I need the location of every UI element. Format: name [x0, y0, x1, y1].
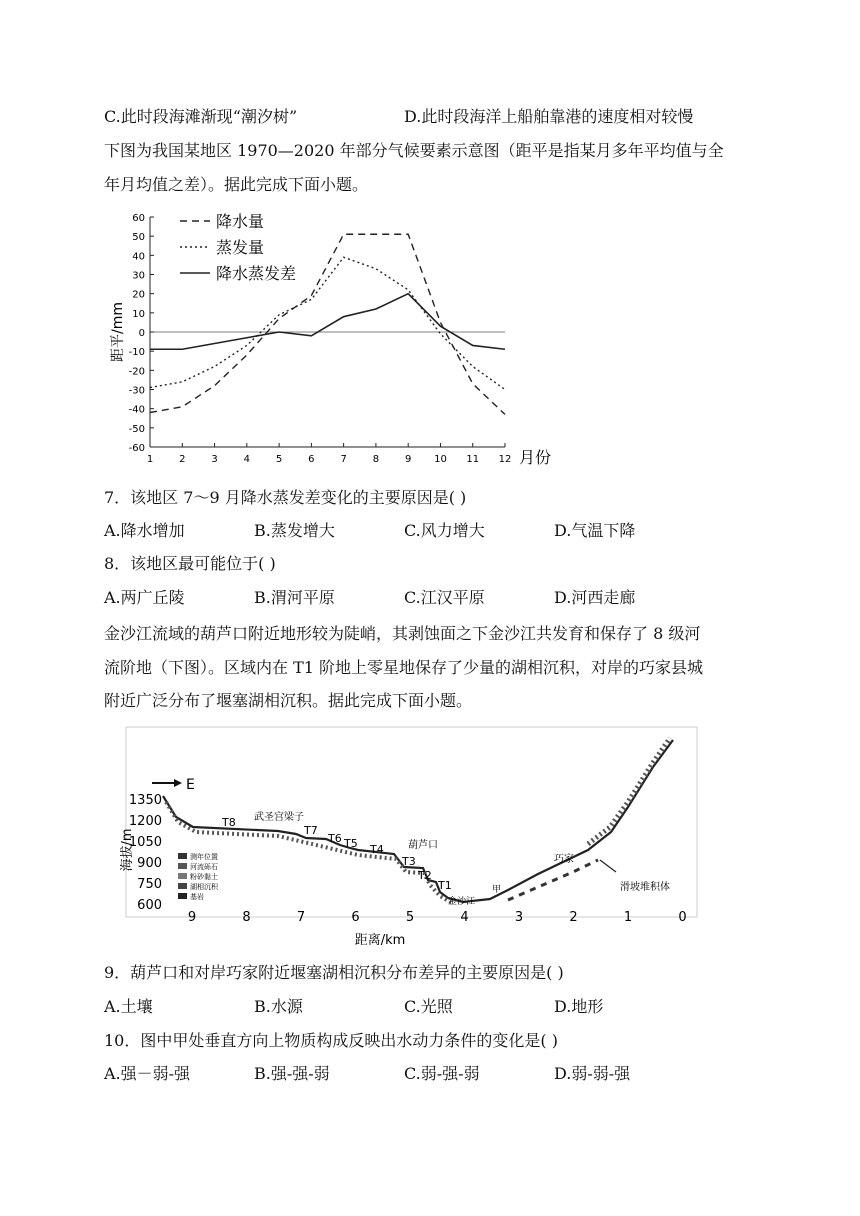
- profile-x-tick-label: 7: [296, 910, 306, 925]
- terrace-t3: T3: [402, 855, 416, 868]
- legend-label-3: 降水蒸发差: [216, 264, 297, 283]
- x-tick-label: 9: [404, 454, 412, 465]
- y-tick-label: 40: [132, 251, 145, 263]
- place-wushenggong: 武圣宫梁子: [254, 812, 304, 823]
- q10-option-c: C.弱-强-弱: [404, 1064, 480, 1083]
- q9-option-c: C.光照: [404, 997, 453, 1016]
- q7-option-c: C.风力增大: [404, 521, 485, 540]
- y-axis-label: 距平/mm: [110, 302, 126, 362]
- profile-x-tick-label: 0: [678, 910, 687, 925]
- x-tick-label: 8: [372, 454, 380, 465]
- q8-option-d: D.河西走廊: [554, 588, 636, 607]
- legend-silt: 粉砂黏土: [190, 873, 218, 881]
- intro2-line2: 流阶地（下图）。区域内在 T1 阶地上零星地保存了少量的湖相沉积，对岸的巧家县城: [104, 658, 704, 677]
- profile-ylabel: 海拔/m: [120, 828, 135, 872]
- terrace-t2: T2: [418, 869, 432, 882]
- q9-option-a: A.土壤: [104, 997, 153, 1016]
- legend-label-1: 降水量: [216, 212, 265, 231]
- terrace-t1: T1: [438, 879, 452, 892]
- x-tick-label: 6: [308, 454, 315, 465]
- legend-dating: 测年位置: [190, 853, 218, 861]
- q7-option-a: A.降水增加: [104, 521, 185, 540]
- chart-axes: [110, 213, 551, 467]
- place-jia: 甲: [492, 885, 502, 895]
- legend-lacustrine: 湖相沉积: [190, 883, 218, 891]
- y-tick-label: -40: [128, 404, 145, 416]
- y-tick-label: 30: [132, 270, 145, 282]
- profile-x-tick-label: 8: [242, 910, 251, 925]
- q9-option-b: B.水源: [254, 997, 303, 1016]
- intro2-line3: 附近广泛分布了堰塞湖相沉积。据此完成下面小题。: [104, 691, 473, 710]
- legend-gravel: 河流砾石: [190, 863, 218, 871]
- profile-y-tick-label: 1050: [128, 835, 162, 850]
- climate-anomaly-chart: [100, 205, 570, 470]
- terrace-t5: T5: [344, 837, 358, 850]
- y-tick-label: 20: [132, 289, 145, 301]
- x-axis-label: 月份: [518, 448, 552, 467]
- y-tick-label: 60: [132, 213, 145, 224]
- place-landslide: 滑坡堆积体: [620, 882, 670, 893]
- q9-stem: 9．葫芦口和对岸巧家附近堰塞湖相沉积分布差异的主要原因是( ): [104, 963, 564, 982]
- series-line-2: [150, 257, 505, 389]
- chart-legend: [180, 212, 296, 283]
- q7-stem: 7．该地区 7～9 月降水蒸发差变化的主要原因是( ): [104, 488, 467, 507]
- legend-label-2: 蒸发量: [216, 238, 265, 257]
- terrace-t6: T6: [328, 832, 342, 845]
- q9-option-d: D.地形: [554, 997, 604, 1016]
- terrace-t7: T7: [304, 824, 318, 837]
- profile-x-tick-label: 5: [405, 910, 415, 925]
- y-tick-label: 10: [132, 308, 145, 320]
- prev-option-c: C.此时段海滩渐现“潮汐树”: [104, 107, 298, 126]
- profile-y-tick-label: 1350: [128, 793, 162, 808]
- chart-series: [150, 234, 505, 414]
- q7-option-b: B.蒸发增大: [254, 521, 335, 540]
- profile-y-tick-label: 750: [137, 877, 162, 892]
- prev-option-d: D.此时段海洋上船舶靠港的速度相对较慢: [404, 107, 694, 126]
- q8-option-c: C.江汉平原: [404, 588, 485, 607]
- q8-stem: 8．该地区最可能位于( ): [104, 554, 276, 573]
- q8-option-b: B.渭河平原: [254, 588, 335, 607]
- x-tick-label: 5: [275, 454, 283, 465]
- profile-y-tick-label: 1200: [128, 814, 162, 829]
- profile-x-tick-label: 2: [569, 910, 578, 925]
- q7-option-d: D.气温下降: [554, 521, 636, 540]
- x-tick-label: 10: [434, 454, 447, 465]
- profile-y-tick-label: 900: [137, 856, 162, 871]
- place-hulukou: 葫芦口: [408, 840, 438, 851]
- intro2-line1: 金沙江流域的葫芦口附近地形较为陡峭，其剥蚀面之下金沙江共发育和保存了 8 级河: [104, 624, 701, 643]
- direction-label: E: [186, 777, 195, 793]
- x-tick-label: 4: [243, 454, 251, 465]
- intro1-line2: 年月均值之差）。据此完成下面小题。: [104, 175, 369, 194]
- x-tick-label: 7: [340, 454, 347, 465]
- legend-bedrock: 基岩: [190, 893, 204, 901]
- x-tick-label: 11: [466, 454, 480, 465]
- y-tick-label: 50: [132, 232, 145, 244]
- profile-xlabel: 距离/km: [354, 933, 406, 948]
- q10-stem: 10．图中甲处垂直方向上物质构成反映出水动力条件的变化是( ): [104, 1031, 558, 1050]
- q10-option-a: A.强－弱-强: [104, 1064, 191, 1083]
- profile-x-tick-label: 4: [460, 910, 469, 925]
- q10-option-b: B.强-强-弱: [254, 1064, 330, 1083]
- q8-option-a: A.两广丘陵: [104, 588, 185, 607]
- x-tick-label: 12: [498, 454, 512, 465]
- q10-option-d: D.弱-弱-强: [554, 1064, 631, 1083]
- series-line-1: [150, 234, 505, 414]
- profile-x-tick-label: 1: [623, 910, 633, 925]
- profile-x-tick-label: 9: [187, 910, 197, 925]
- terrace-t8: T8: [222, 816, 236, 829]
- y-tick-label: -20: [128, 366, 145, 378]
- y-tick-label: 0: [138, 328, 145, 339]
- profile-x-tick-label: 6: [351, 910, 360, 925]
- profile-y-tick-label: 600: [137, 898, 162, 913]
- x-tick-label: 2: [179, 454, 186, 465]
- y-tick-label: -60: [128, 443, 145, 454]
- terrace-t4: T4: [370, 843, 384, 856]
- place-qiaojia: 巧家: [554, 854, 574, 865]
- y-tick-label: -10: [128, 347, 145, 359]
- intro1-line1: 下图为我国某地区 1970—2020 年部分气候要素示意图（距平是指某月多年平均值与全: [104, 141, 724, 160]
- y-tick-label: -50: [128, 423, 145, 435]
- x-tick-label: 3: [211, 454, 218, 465]
- series-line-3: [150, 294, 505, 350]
- place-jinsha-river: 金沙江: [448, 897, 476, 907]
- profile-x-tick-label: 3: [514, 910, 524, 925]
- terrace-profile-diagram: [118, 722, 702, 954]
- y-tick-label: -30: [128, 385, 145, 397]
- x-tick-label: 1: [146, 454, 154, 465]
